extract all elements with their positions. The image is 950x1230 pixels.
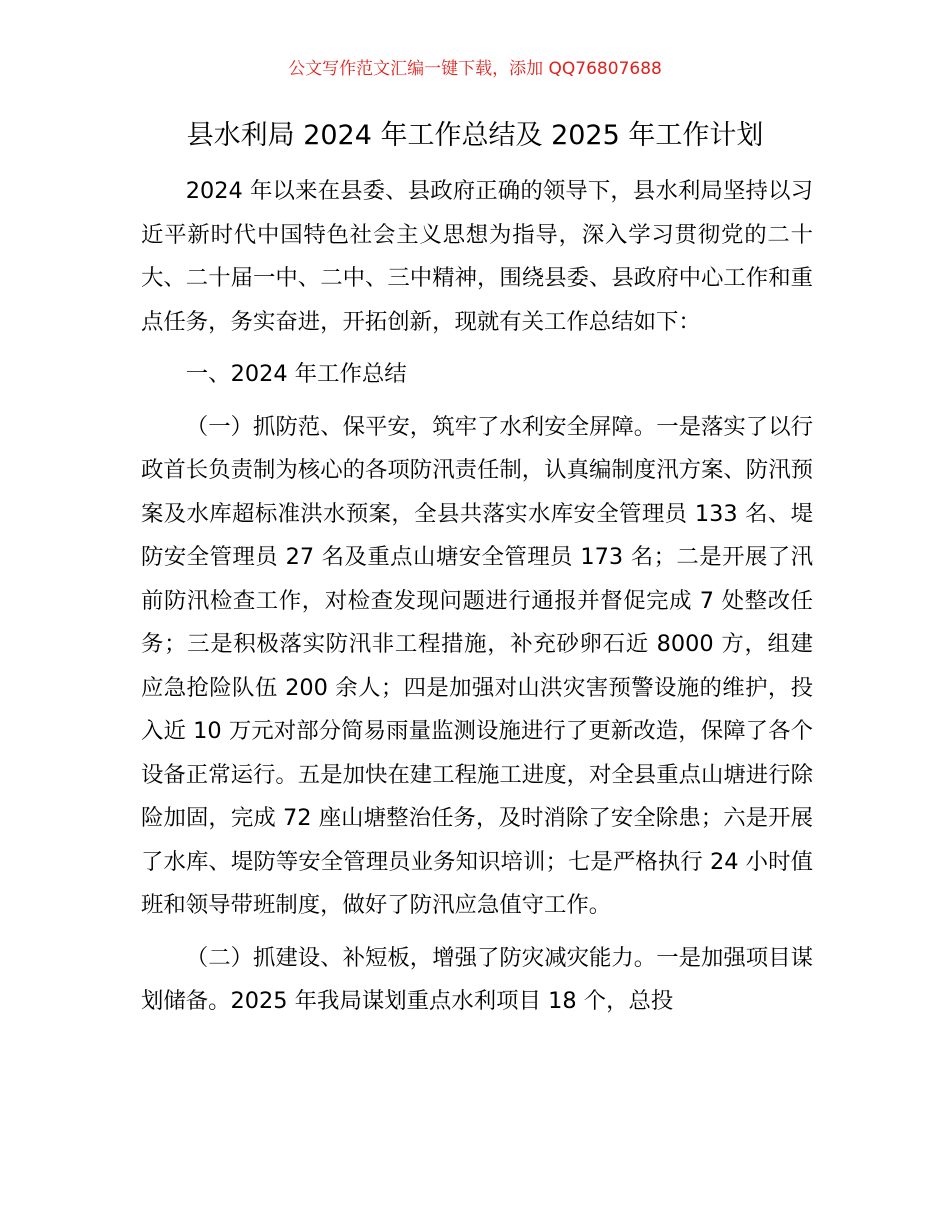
download-notice: 公文写作范文汇编一键下载，添加 QQ76807688 — [288, 59, 662, 79]
section-heading-1: 一、2024 年工作总结 — [185, 361, 407, 387]
intro-paragraph: 2024 年以来在县委、县政府正确的领导下，县水利局坚持以习近平新时代中国特色社会主义思想为指导，深入学习贯彻党的二十大、二十届一中、二中、三中精神，围绕县委、县政府中心工作和重点任务，务实奋进，开拓创新，现就有关工作总结如下： — [141, 178, 813, 335]
paragraph-subsection-2: （二）抓建设、补短板，增强了防灾减灾能力。一是加强项目谋划储备。2025 年我局谋划重点水利项目 18 个，总投 — [141, 944, 813, 1014]
document-body — [141, 170, 813, 1024]
paragraph-subsection-1: （一）抓防范、保平安，筑牢了水利安全屏障。一是落实了以行政首长负责制为核心的各项防汛责任制，认真编制度汛方案、防汛预案及水库超标准洪水预案，全县共落实水库安全管理员 133 名、堤防安全管理员 27 名及重点山塘安全管理员 173 名；二是开展了汛前防汛检查工作，对检查发现问题进行通报并督促完成 7 处整改任务；三是积极落实防汛非工程措施，补充砂卵石近 8000 方，组建应急抢险队伍 200 余人；四是加强对山洪灾害预警设施的维护，投入近 10 万元对部分简易雨量监测设施进行了更新改造，保障了各个设备正常运行。五是加快在建工程施工进度，对全县重点山塘进行除险加固，完成 72 座山塘整治任务，及时消除了安全除患；六是开展了水库、堤防等安全管理员业务知识培训；七是严格执行 24 小时值班和领导带班制度，做好了防汛应急值守工作。 — [141, 413, 813, 918]
document-title: 县水利局 2024 年工作总结及 2025 年工作计划 — [186, 120, 764, 151]
